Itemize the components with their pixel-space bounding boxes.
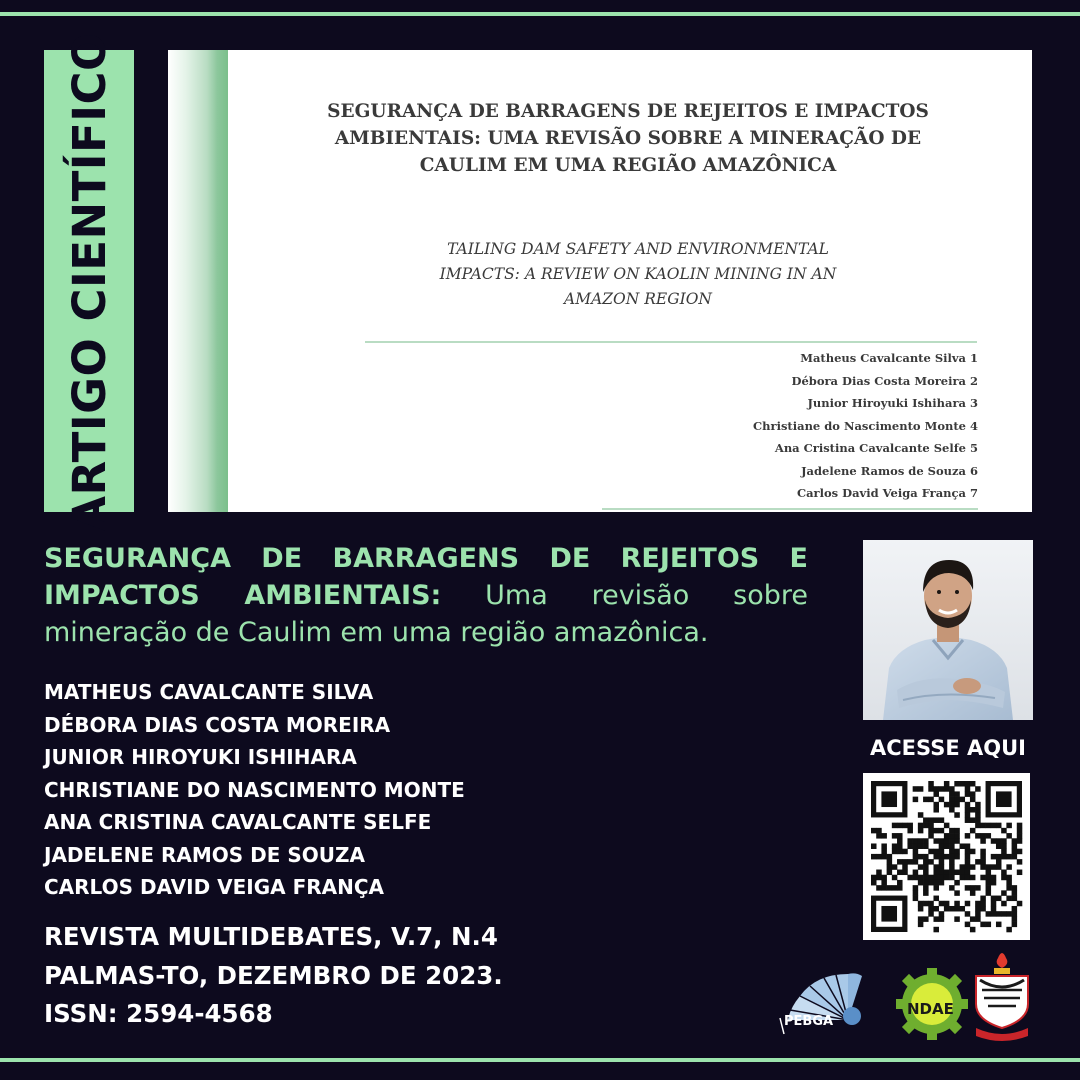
article-headline <box>44 540 808 651</box>
top-divider <box>0 12 1080 16</box>
author-name: ANA CRISTINA CAVALCANTE SELFE <box>44 810 432 834</box>
author-name: MATHEUS CAVALCANTE SILVA <box>44 680 374 704</box>
access-here-label: ACESSE AQUI <box>870 736 1026 760</box>
paper-author: Débora Dias Costa Moreira 2 <box>791 373 978 388</box>
qr-code[interactable] <box>863 773 1030 940</box>
paper-title-line: CAULIM EM UMA REGIÃO AMAZÔNICA <box>419 155 837 176</box>
paper-author: Junior Hiroyuki Ishihara 3 <box>807 396 978 410</box>
bottom-divider <box>0 1058 1080 1062</box>
side-banner-label: ARTIGO CIENTÍFICO <box>62 31 116 531</box>
paper-author-list <box>753 347 978 505</box>
university-crest-icon <box>976 953 1028 1041</box>
author-list <box>44 676 465 904</box>
journal-info <box>44 918 503 1034</box>
author-name: JUNIOR HIROYUKI ISHIHARA <box>44 745 357 769</box>
author-name: CHRISTIANE DO NASCIMENTO MONTE <box>44 777 465 802</box>
paper-author: Carlos David Veiga França 7 <box>796 486 978 500</box>
paper-divider-bottom <box>602 508 978 510</box>
author-name: DÉBORA DIAS COSTA MOREIRA <box>44 712 391 737</box>
side-banner-label-wrap <box>44 31 134 531</box>
institution-logos <box>770 948 1040 1042</box>
paper-subtitle-line: AMAZON REGION <box>564 290 712 308</box>
paper-author: Jadelene Ramos de Souza 6 <box>801 463 978 478</box>
paper-green-stripe <box>168 50 228 512</box>
author-photo <box>863 540 1033 720</box>
paper-title-line: SEGURANÇA DE BARRAGENS DE REJEITOS E IMPACTOS <box>327 101 929 122</box>
author-name: JADELENE RAMOS DE SOUZA <box>44 842 365 867</box>
headline-regular: Uma revisão sobre mineração de Caulim em uma região amazônica. <box>44 580 808 648</box>
journal-issn: ISSN: 2594-4568 <box>44 999 273 1028</box>
author-name: CARLOS DAVID VEIGA FRANÇA <box>44 875 385 899</box>
paper-author: Ana Cristina Cavalcante Selfe 5 <box>774 441 978 455</box>
paper-subtitle-line: TAILING DAM SAFETY AND ENVIRONMENTAL <box>447 240 829 258</box>
headline-bold: SEGURANÇA DE BARRAGENS DE REJEITOS E IMPACTOS AMBIENTAIS: <box>44 543 808 611</box>
ndae-label: NDAE <box>907 1000 954 1018</box>
person-portrait-icon <box>863 540 1033 720</box>
pebga-label: PEBGA <box>784 1014 834 1029</box>
paper-author: Christiane do Nascimento Monte 4 <box>753 418 978 433</box>
paper-subtitle-line: IMPACTS: A REVIEW ON KAOLIN MINING IN AN <box>439 265 837 283</box>
journal-date: PALMAS-TO, DEZEMBRO DE 2023. <box>44 960 503 990</box>
qr-code-icon[interactable] <box>863 773 1030 940</box>
paper-title-line: AMBIENTAIS: UMA REVISÃO SOBRE A MINERAÇÃO DE <box>334 128 922 149</box>
paper-divider <box>365 341 977 343</box>
journal-line: REVISTA MULTIDEBATES, V.7, N.4 <box>44 922 498 951</box>
paper-preview <box>168 50 1032 512</box>
paper-subtitle <box>308 237 968 312</box>
paper-author: Matheus Cavalcante Silva 1 <box>800 351 978 365</box>
paper-title <box>268 98 988 179</box>
